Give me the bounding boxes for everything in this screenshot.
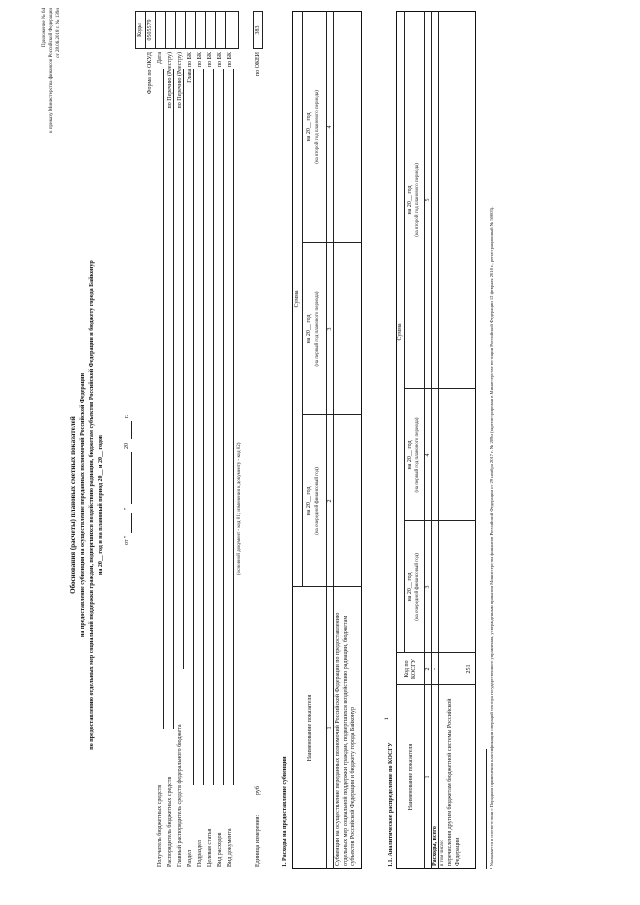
appendix-date: от 28.06.2018 г. № 139н xyxy=(56,8,61,58)
s1-num-3: 3 xyxy=(327,327,333,331)
unit-value: руб xyxy=(255,786,261,795)
s1-num-1: 1 xyxy=(327,726,333,730)
date-year-suffix: г. xyxy=(124,414,130,418)
s11-row-total-code: - xyxy=(432,668,438,670)
codes-header: Коды xyxy=(137,23,143,37)
codes-label-chief: Глава по БК xyxy=(187,52,193,83)
codes-label-bk-3: по БК xyxy=(217,52,223,68)
appendix-number: Приложение № 64 xyxy=(42,8,47,48)
footnote: ¹ Указывается в соответствии с Порядком применения классификации операций сектора государственного управления, утвержденным приказом Министерства финансов Российской Федерации от 29 ноября 2017 г. № 209н (зарегистрирован в Министерстве юстиции Российской Федерации 12 февраля 2018 г., регистрационный № 50003). xyxy=(489,206,494,869)
s11-col-y2-sub: (на первый год планового периода) xyxy=(415,417,420,493)
title-line-4: на 20__ год и на плановый период 20__ и 20__ годов xyxy=(98,434,104,576)
field-subsection: Подраздел xyxy=(197,840,203,867)
s1-col-y2: на 20__ год xyxy=(306,314,312,344)
s1-col-sum: Сумма xyxy=(294,290,300,308)
s11-row-transfers-code: 251 xyxy=(466,664,472,674)
field-administrator: Распорядитель бюджетных средств xyxy=(167,776,173,867)
section-1-title: 1. Расходы на предоставление субвенции xyxy=(282,756,288,867)
field-target-article: Целевая статья xyxy=(207,828,213,867)
s1-col-y2-sub: (на первый год планового периода) xyxy=(315,291,320,367)
date-year-prefix: 20 xyxy=(124,443,130,449)
field-document-type: Вид документа xyxy=(227,828,233,867)
s11-col-code: Код по КОСГУ xyxy=(404,659,417,679)
s11-col-y1-sub: (на очередной финансовый год) xyxy=(415,553,420,621)
date-quote: " xyxy=(124,507,130,510)
field-section: Раздел xyxy=(187,850,193,867)
s11-num-3: 3 xyxy=(425,585,431,589)
codes-label-registry-2: по Перечню (Реестру) xyxy=(177,52,183,109)
s1-col-y3-sub: (на второй год планового периода) xyxy=(315,90,320,164)
s1-col-name: Наименование показателя xyxy=(307,694,313,762)
s1-col-y3: на 20__ год xyxy=(306,112,312,142)
codes-label-registry-1: по Перечню (Реестру) xyxy=(167,52,173,109)
okud-code: 0505579 xyxy=(147,19,153,41)
field-chief-administrator: Главный распорядитель средств федерального бюджета xyxy=(177,724,183,867)
s11-col-sum: Сумма xyxy=(397,323,403,341)
s11-col-name: Наименование показателя xyxy=(408,743,414,811)
okei-code: 383 xyxy=(255,25,261,35)
codes-label-bk-2: по БК xyxy=(207,52,213,68)
s11-col-y3: на 20__ год xyxy=(407,185,413,215)
s11-row-including: в том числе: xyxy=(440,839,445,866)
s11-row-total: Расходы, всего xyxy=(432,826,438,866)
section-11-title-sup: 1 xyxy=(385,717,390,720)
s11-num-4: 4 xyxy=(425,453,431,457)
title-line-1: Обоснования (расчеты) плановых сметных показателей xyxy=(69,416,77,594)
s11-col-y3-sub: (на второй год планового периода) xyxy=(415,163,420,237)
s1-col-y1: на 20__ год xyxy=(306,486,312,516)
appendix-order: к приказу Министерства финансов Российской Федерации xyxy=(49,8,54,133)
s1-num-2: 2 xyxy=(327,499,333,503)
codes-label-bk-1: по БК xyxy=(197,52,203,68)
unit-label: Единица измерения: xyxy=(255,814,261,867)
date-prefix: от " xyxy=(124,535,130,545)
document-type-note: (основной документ - код 01; изменения к документу - код 02) xyxy=(237,442,242,575)
field-recipient: Получатель бюджетных средств xyxy=(157,784,163,867)
s1-num-4: 4 xyxy=(327,125,333,129)
codes-label-bk-4: по БК xyxy=(227,52,233,68)
s11-row-transfers: перечисления другим бюджетам бюджетной системы Российской Федерации xyxy=(447,698,461,866)
okei-label: по ОКЕИ xyxy=(255,52,261,77)
codes-label-okud: Форма по ОКУД xyxy=(147,52,153,95)
s11-col-y2: на 20__ год xyxy=(407,440,413,470)
s11-num-2: 2 xyxy=(425,667,431,671)
s1-row-text: Субвенции на осуществление переданных полномочий Российской Федерации по предоставлению отдельных мер социальной поддержки граждан, подвергшихся воздействию радиации, бюджетам субъектов Российской Федерации и бюджету города Байконур xyxy=(335,612,356,866)
field-expense-type: Вид расходов xyxy=(217,832,223,867)
section-11-title: 1.1. Аналитическое распределение по КОСГУ xyxy=(388,742,394,867)
s11-num-5: 5 xyxy=(425,198,431,202)
s1-col-y1-sub: (на очередной финансовый год) xyxy=(315,467,320,535)
title-line-2: на предоставление субвенции на осуществление переданных полномочий Российской Федерации xyxy=(80,372,86,638)
s11-col-y1: на 20__ год xyxy=(407,572,413,602)
title-line-3: по предоставлению отдельных мер социальной поддержки граждан, подвергшихся воздействию радиации, бюджетам субъектов Российской Федерации и бюджету города Байконур xyxy=(89,260,95,750)
s11-num-1: 1 xyxy=(425,775,431,779)
codes-label-date: Дата xyxy=(157,52,163,64)
